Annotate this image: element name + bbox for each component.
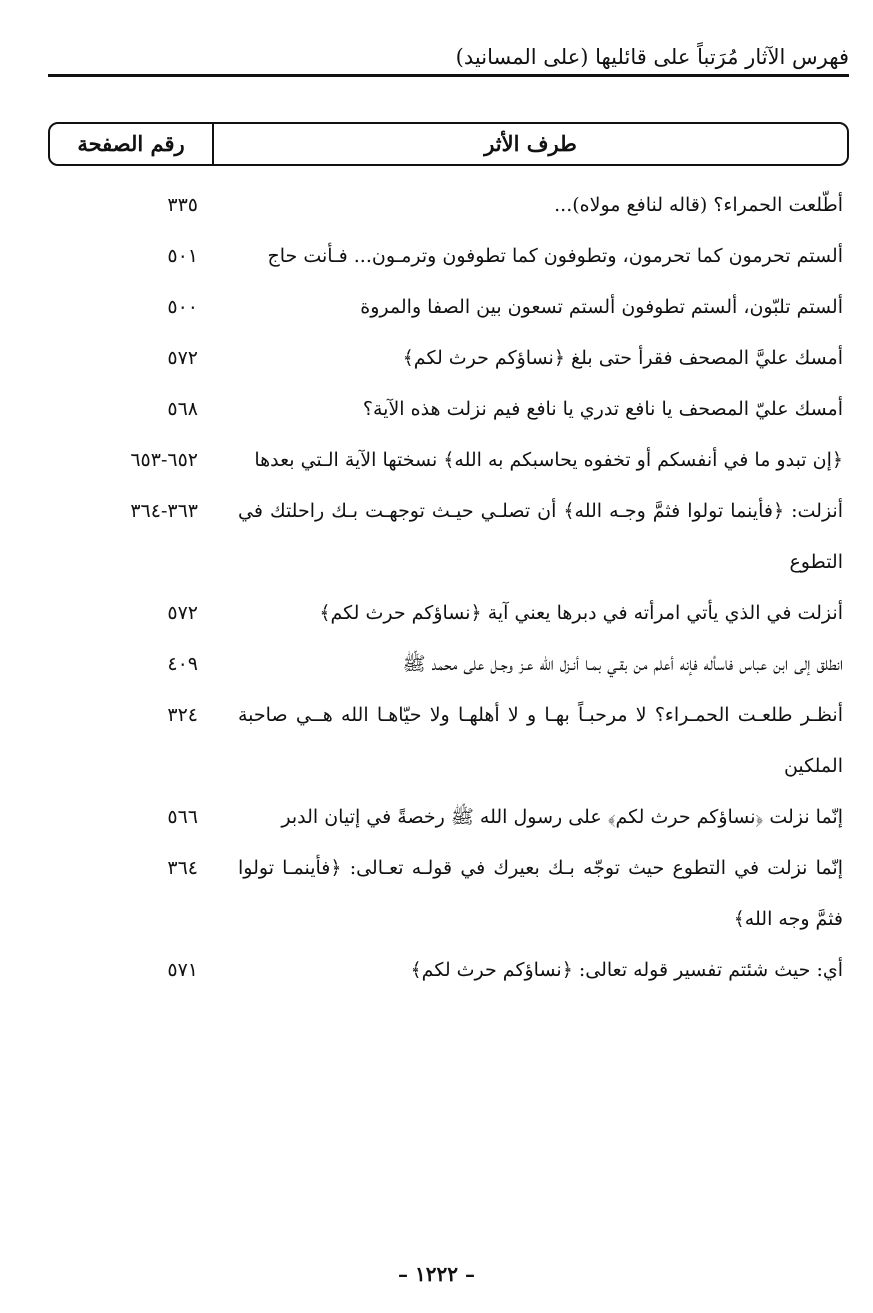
index-entry bbox=[48, 792, 849, 843]
column-header-page: رقم الصفحة bbox=[50, 124, 214, 164]
index-entry bbox=[48, 690, 849, 792]
index-entry bbox=[48, 435, 849, 486]
entry-text: أنظـر طلعـت الحمـراء؟ لا مرحبـاً بهـا و لا أهلهـا ولا حيّاهـا الله هــي صاحبة الملكين bbox=[238, 704, 843, 777]
entry-text: ﴿إن تبدو ما في أنفسكم أو تخفوه يحاسبكم به الله﴾ نسختها الآية الـتي بعدها bbox=[254, 449, 843, 471]
column-header-athar: طرف الأثر bbox=[484, 131, 577, 156]
entry-page: ٥٧١ bbox=[167, 959, 198, 981]
entry-text: أي: حيث شئتم تفسير قوله تعالى: ﴿نساؤكم حرث لكم﴾ bbox=[410, 959, 843, 981]
entry-text: أمسك عليّ المصحف يا نافع تدري يا نافع فيم نزلت هذه الآية؟ bbox=[362, 398, 843, 420]
index-entries bbox=[48, 180, 849, 996]
page-number: – ١٢٢٢ – bbox=[398, 1262, 475, 1286]
index-entry bbox=[48, 231, 849, 282]
entry-page: ٥٦٦ bbox=[167, 806, 198, 828]
entry-text: أطّلعت الحمراء؟ (قاله لنافع مولاه)... bbox=[554, 194, 843, 216]
entry-page: ٥٠١ bbox=[167, 245, 198, 267]
index-entry bbox=[48, 843, 849, 945]
header-rule bbox=[48, 74, 849, 77]
running-header: فهرس الآثار مُرَتباً على قائليها (على المسانيد) bbox=[455, 45, 849, 69]
entry-page: ٥٦٨ bbox=[167, 398, 198, 420]
entry-text: أنزلت: ﴿فأينما تولوا فثمَّ وجـه الله﴾ أن تصلـي حيـث توجهـت بـك راحلتك في التطوع bbox=[238, 500, 843, 573]
index-entry bbox=[48, 282, 849, 333]
index-entry bbox=[48, 384, 849, 435]
entry-page: ٣٦٤ bbox=[167, 857, 198, 879]
table-column-header bbox=[48, 122, 849, 166]
index-entry bbox=[48, 945, 849, 996]
index-entry bbox=[48, 639, 849, 690]
index-entry bbox=[48, 180, 849, 231]
entry-text: ألستم تلبّون، ألستم تطوفون ألستم تسعون بين الصفا والمروة bbox=[360, 296, 843, 318]
entry-page: ٦٥٢-٦٥٣ bbox=[130, 449, 198, 471]
entry-text: أنزلت في الذي يأتي امرأته في دبرها يعني آية ﴿نساؤكم حرث لكم﴾ bbox=[319, 602, 843, 624]
index-entry bbox=[48, 588, 849, 639]
entry-page: ٣٣٥ bbox=[167, 194, 198, 216]
entry-page: ٥٧٢ bbox=[167, 602, 198, 624]
entry-page: ٣٢٤ bbox=[167, 704, 198, 726]
entry-page: ٤٠٩ bbox=[167, 653, 198, 675]
entry-text: ألستم تحرمون كما تحرمون، وتطوفون كما تطوفون وترمـون... فـأنت حاج bbox=[267, 245, 843, 267]
entry-text: إنّما نزلت في التطوع حيث توجّه بـك بعيرك في قولـه تعـالى: ﴿فأينمـا تولوا فثمَّ وجه الله﴾ bbox=[238, 857, 843, 930]
index-entry bbox=[48, 486, 849, 588]
entry-page: ٣٦٣-٣٦٤ bbox=[130, 500, 198, 522]
entry-text: انطلق إلى ابن عباس فاسأله فإنه أعلم من بقـي بمـا أنـزل الله عـز وجـل على محمد ﷺ bbox=[402, 653, 843, 675]
entry-page: ٥٠٠ bbox=[167, 296, 198, 318]
entry-text: أمسك عليَّ المصحف فقرأ حتى بلغ ﴿نساؤكم حرث لكم﴾ bbox=[402, 347, 843, 369]
entry-text: إنّما نزلت ﴿نساؤكم حرث لكم﴾ على رسول الله ﷺ رخصةً في إتيان الدبر bbox=[281, 806, 843, 828]
index-entry bbox=[48, 333, 849, 384]
entry-page: ٥٧٢ bbox=[167, 347, 198, 369]
